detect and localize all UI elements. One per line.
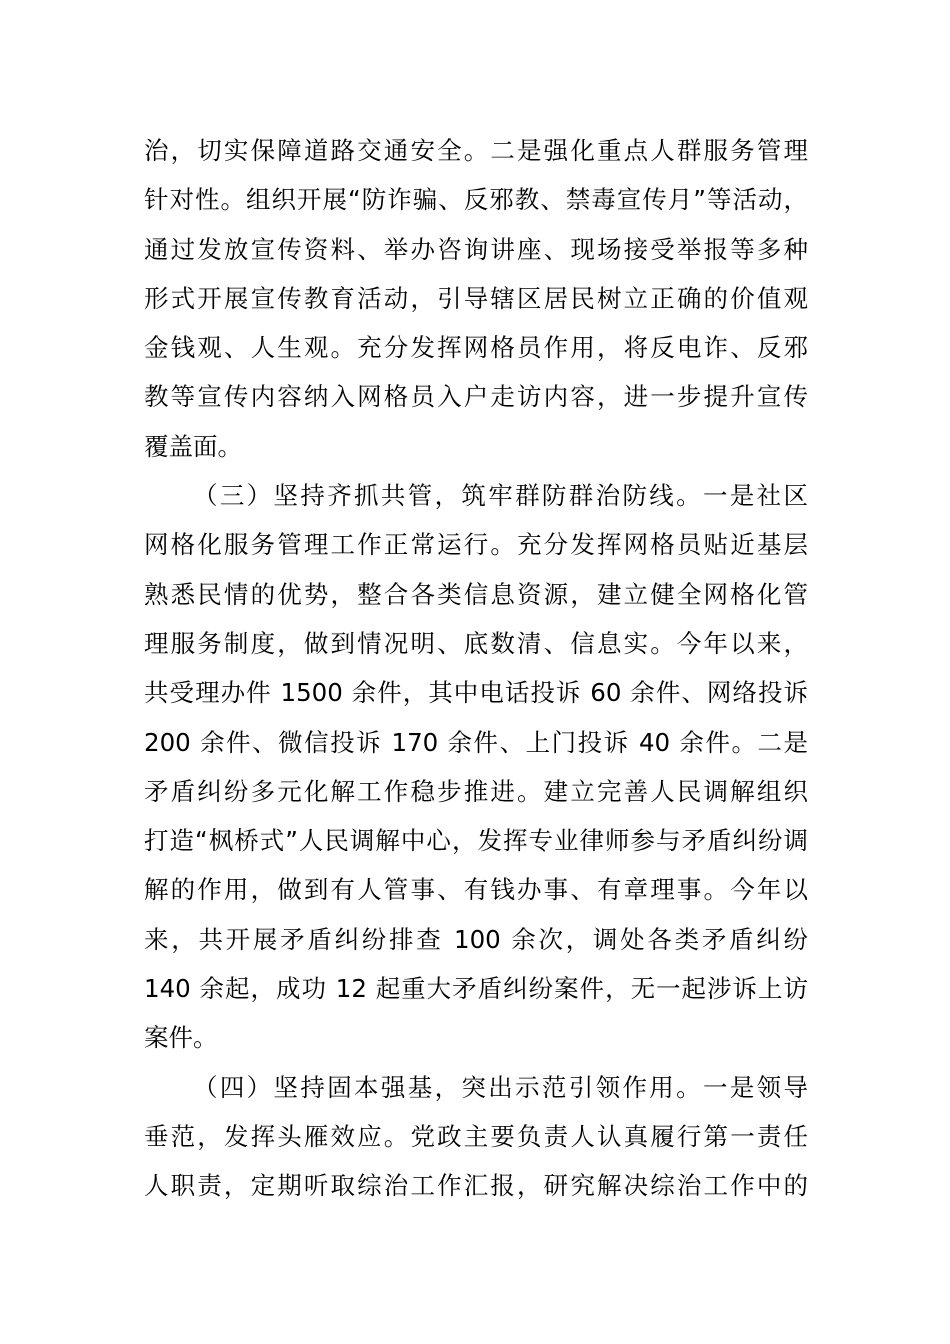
text-line: （四）坚持固本强基，突出示范引领作用。一是领导 [193,1072,808,1102]
text-line: 垂范，发挥头雁效应。党政主要负责人认真履行第一责任 [144,1121,808,1151]
text-line: 网格化服务管理工作正常运行。充分发挥网格员贴近基层 [144,530,808,560]
text-line: 共受理办件 1500 余件，其中电话投诉 60 余件、网络投诉 [144,678,808,708]
text-line: 140 余起，成功 12 起重大矛盾纠纷案件，无一起涉诉上访 [144,974,808,1004]
text-line: （三）坚持齐抓共管，筑牢群防群治防线。一是社区 [193,481,808,511]
text-line: 金钱观、人生观。充分发挥网格员作用，将反电诈、反邪 [144,333,808,363]
text-line: 治，切实保障道路交通安全。二是强化重点人群服务管理 [144,136,808,165]
text-line: 打造“枫桥式”人民调解中心，发挥专业律师参与矛盾纠纷调 [144,826,808,856]
text-line: 覆盖面。 [144,431,242,461]
text-line: 教等宣传内容纳入网格员入户走访内容，进一步提升宣传 [144,382,808,412]
text-line: 来，共开展矛盾纠纷排查 100 余次，调处各类矛盾纠纷 [144,924,808,954]
text-line: 案件。 [144,1023,218,1053]
body-text [144,126,808,1211]
text-line: 矛盾纠纷多元化解工作稳步推进。建立完善人民调解组织 [144,776,808,806]
text-line: 200 余件、微信投诉 170 余件、上门投诉 40 余件。二是 [144,727,808,757]
text-line: 熟悉民情的优势，整合各类信息资源，建立健全网格化管 [144,579,808,609]
text-line: 形式开展宣传教育活动，引导辖区居民树立正确的价值观 [144,283,808,313]
text-line: 针对性。组织开展“防诈骗、反邪教、禁毒宣传月”等活动， [144,185,808,215]
text-line: 解的作用，做到有人管事、有钱办事、有章理事。今年以 [144,875,808,905]
text-line: 理服务制度，做到情况明、底数清、信息实。今年以来， [144,628,808,658]
text-line: 通过发放宣传资料、举办咨询讲座、现场接受举报等多种 [144,234,808,264]
text-line: 人职责，定期听取综治工作汇报，研究解决综治工作中的 [144,1171,808,1201]
